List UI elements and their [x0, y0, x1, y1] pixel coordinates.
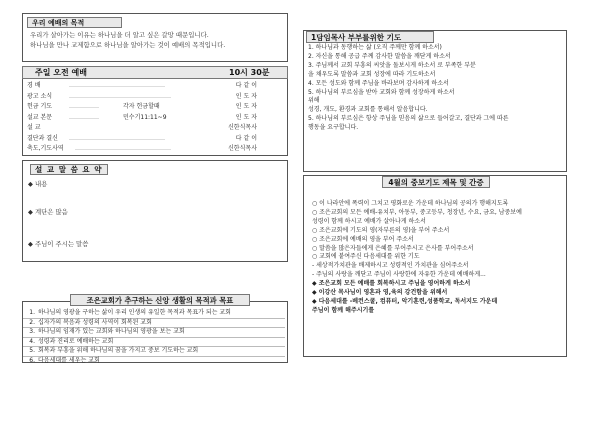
april-prayer-line-8: - 세상적가치관을 배제하시고 성령적인 가치관을 심어주소서 [312, 262, 469, 270]
goals-list [23, 309, 285, 365]
pastor-prayer-line-7: 위해 [308, 97, 320, 105]
april-prayer-line-6: ○ 말씀을 많은자들에게 은혜를 부어주시고 은사를 부어주소서 [312, 244, 474, 252]
goal-item-4: 4. 성령과 진리로 예배하는 교회 [23, 338, 285, 348]
april-prayer-line-13: 주님이 함께 해주시기를 [312, 306, 375, 314]
order-row-decision: 결단과 결신 ………………………………………… 다 같 이 [27, 134, 257, 142]
order-header [22, 66, 288, 79]
april-prayer-line-3: 성령이 함께 하시고 예배가 살아나게 하소서 [312, 217, 426, 225]
april-prayer-line-7: ○ 교회에 붙여주신 다음세대를 위한 기도 [312, 253, 420, 261]
pastor-prayer-line-5: 4. 모든 성도와 함께 주님을 바라보며 감사하게 하소서 [308, 79, 449, 87]
pastor-prayer-line-9: 5. 하나님의 부르심은 항상 주님을 믿음의 삶으로 들어갈고, 결단과 그에 따른 [308, 115, 509, 123]
pastor-prayer-list [308, 44, 563, 133]
worship-purpose-line-1: 우리가 살아가는 이유는 하나님을 더 알고 싶은 갈망 때문입니다. [30, 31, 209, 39]
order-title: 주일 오전 예배 [35, 68, 87, 77]
pastor-prayer-line-6: 5. 하나님의 부르심을 받아 교회와 함께 성장하게 하소서 [308, 88, 455, 96]
order-row-scripture: 설교 본문 …………… 민수기11:11~9 인 도 자 [27, 113, 257, 121]
sermon-title: 설 교 말 씀 요 약 [30, 164, 108, 175]
april-prayer-line-9: - 주님의 사랑을 깨닫고 주님이 사랑한에 자유한 가운데 예배하게... [312, 271, 486, 279]
goal-item-1: 1. 하나님의 영광을 구하는 삶이 우리 인생의 유일한 목적과 목표가 되는 교회 [23, 309, 285, 319]
worship-purpose-title: 우리 예배의 목적 [27, 17, 122, 28]
pastor-prayer-line-4: 을 채우도록 말씀과 교회 성장에 따라 기도하소서 [308, 70, 436, 78]
order-row-offering-prayer: 헌금 기도 …………… 각자 헌금할때 인 도 자 [27, 103, 257, 110]
order-time: 10시 30분 [229, 68, 270, 77]
pastor-prayer-line-1: 1. 하나님과 동행하는 삶 (오직 주께만 함께 하소서) [308, 44, 442, 51]
worship-purpose-line-2: 하나님을 만나 교제함으로 하나님을 알아가는 것이 예배의 목적입니다. [30, 41, 226, 49]
april-prayer-line-10: ◆ 조은교회 모든 예배를 회복하시고 주님을 영어하게 하소서 [312, 280, 471, 288]
april-prayer-line-4: ○ 조은교회에 기도의 영(자부른의 영)을 부어 주소서 [312, 226, 450, 234]
order-list [27, 81, 257, 155]
pastor-prayer-line-2: 2. 자신을 통해 공급 주께 감사한 말씀을 깨닫게 하소서 [308, 52, 451, 60]
sermon-bullet-content: ◆ 내용 [28, 180, 48, 188]
sermon-bullet-steps: ◆ 계단은 많음 [28, 208, 68, 216]
april-prayer-line-2: ○ 조은교회의 모든 예배-유치부, 아동부, 중고등부, 청장년, 수요, 금요, 남중보예 [312, 208, 522, 216]
order-row-announcements: 광고 소식 …………………………………………… 인 도 자 [27, 92, 257, 100]
april-prayer-title: 4월의 중보기도 제목 및 간증 [382, 176, 490, 188]
pastor-prayer-line-10: 행동을 요구합니다. [308, 124, 359, 132]
pastor-prayer-title: 1담임목사 부부를위한 기도 [306, 31, 434, 43]
april-prayer-line-5: ○ 조은교회에 예배의 영을 부어 주소서 [312, 235, 414, 243]
april-prayer-line-1: ○ 이 나라안에 폭력이 그치고 평화로운 가운데 하나님의 공의가 행해지도록 [312, 200, 509, 207]
order-row-sermon: 설 교 신한식목사 [27, 124, 257, 131]
goal-item-6: 6. 다음세대를 세우는 교회 [29, 356, 100, 364]
april-prayer-line-12: ◆ 다음세대를 -베컨스쿨, 컴퓨터, 악기훈련,성품학교, 독서지도 가운데 [312, 297, 498, 305]
pastor-prayer-line-8: 성경, 개도, 환경과 교회를 통해서 알음합니다. [308, 106, 428, 114]
april-prayer-line-11: ◆ 이강산 목사님이 영혼과 영,육의 강건함을 위해서 [312, 289, 448, 297]
goals-title: 조은교회가 추구하는 신앙 생활의 목적과 목표 [70, 294, 250, 306]
goal-item-5: 5. 회복과 부흥을 위해 하나님의 꿈을 가지고 중보 기도하는 교회 [23, 347, 285, 357]
order-row-praise: 경 배 ………………………………………… 다 같 이 [27, 82, 257, 89]
goal-item-2: 2. 십자가의 복음과 성령의 사역이 회복된 교회 [23, 319, 285, 329]
order-row-benediction: 축도,기도사역 ………………………………………… 신한식목사 [27, 145, 257, 152]
april-prayer-list [312, 200, 564, 316]
goal-item-3: 3. 하나님의 임재가 있는 교회와 하나님의 영광을 보는 교회 [23, 328, 285, 338]
sermon-bullet-word: ◆ 주님이 주시는 말씀 [28, 240, 89, 248]
pastor-prayer-line-3: 3. 주님께서 교회 부흥의 씨앗을 돌보시게 하소서 로 부족한 부분 [308, 61, 476, 69]
